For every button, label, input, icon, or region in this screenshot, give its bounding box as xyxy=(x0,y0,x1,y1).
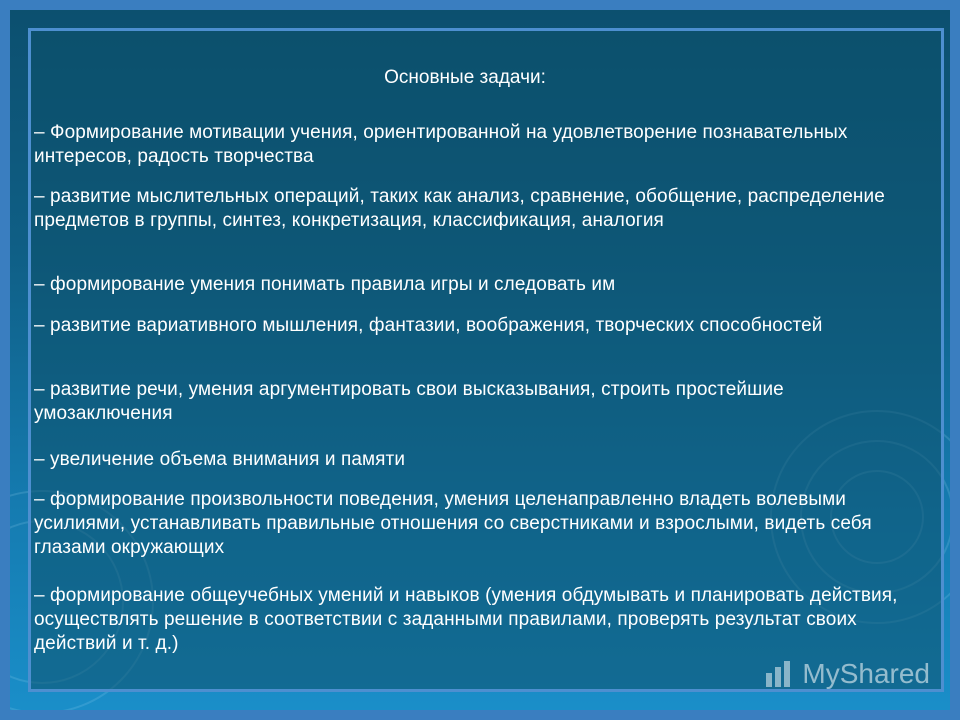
list-item: – формирование общеучебных умений и навыков (умения обдумывать и планировать действия, осуществлять решение в соответствии с заданными правилами, проверять результат своих действий и т. д.) xyxy=(34,585,898,654)
watermark-text: MyShared xyxy=(802,658,930,689)
slide-title: Основные задачи: xyxy=(384,67,546,88)
list-item: – увеличение объема внимания и памяти xyxy=(34,449,406,470)
list-item: – формирование умения понимать правила игры и следовать им xyxy=(34,274,616,295)
list-item: – Формирование мотивации учения, ориентированной на удовлетворение познавательных интересов, радость творчества xyxy=(34,122,848,167)
list-item: – развитие речи, умения аргументировать свои высказывания, строить простейшие умозаключения xyxy=(34,379,784,424)
list-item: – формирование произвольности поведения, умения целенаправленно владеть волевыми усилиями, устанавливать правильные отношения со сверстниками и взрослыми, видеть себя глазами окружающих xyxy=(34,489,872,558)
watermark-logo-icon xyxy=(764,659,794,689)
watermark xyxy=(764,658,930,690)
list-item: – развитие мыслительных операций, таких как анализ, сравнение, обобщение, распределение предметов в группы, синтез, конкретизация, классификация, аналогия xyxy=(34,186,885,231)
list-item: – развитие вариативного мышления, фантазии, воображения, творческих способностей xyxy=(34,315,823,336)
